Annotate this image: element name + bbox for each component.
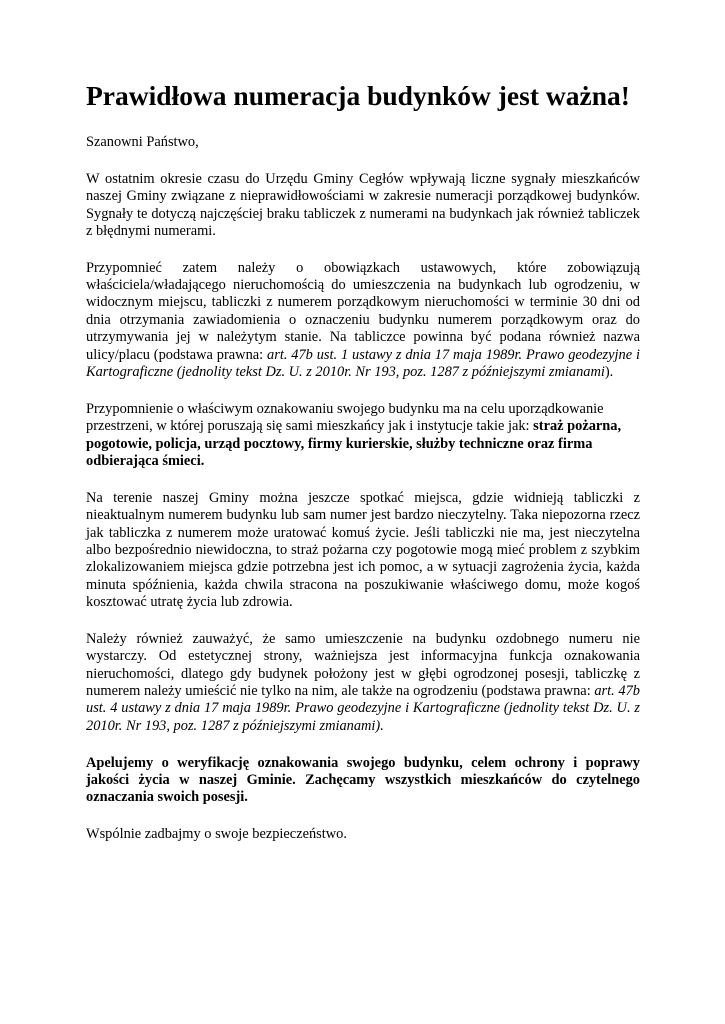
paragraph-fence-numbering-text: Należy również zauważyć, że samo umieszczenie na budynku ozdobnego numeru nie wystarczy. Od estetycznej strony, ważniejsza jest informacyjna funkcja oznakowania nieruchomości, dlatego gdy budynek położony jest w głębi ogrodzonej posesji, tabliczkę z numerem należy umieścić nie tylko na nim, ale także na ogrodzeniu (podstawa prawna:: [86, 630, 640, 700]
appeal-paragraph: Apelujemy o weryfikację oznakowania swojego budynku, celem ochrony i poprawy jakości życia w naszej Gminie. Zachęcamy wszystkich mieszkańców do czytelnego oznaczania swoich posesji.: [86, 754, 640, 806]
paragraph-intro: W ostatnim okresie czasu do Urzędu Gminy Cegłów wpływają liczne sygnały mieszkańców naszej Gminy związane z nieprawidłowościami w zakresie numeracji porządkowej budynków. Sygnały te dotyczą najczęściej braku tabliczek z numerami na budynkach jak również tabliczek z błędnymi numerami.: [86, 170, 640, 239]
greeting: Szanowni Państwo,: [86, 134, 199, 150]
paragraph-purpose-text: Przypomnienie o właściwym oznakowaniu swojego budynku ma na celu uporządkowanie przestrzeni, w której poruszają się sami mieszkańcy jak i instytucje takie jak:: [86, 400, 604, 435]
paragraph-obligations-end: ).: [604, 364, 614, 381]
paragraph-obligations-text: Przypomnieć zatem należy o obowiązkach ustawowych, które zobowiązują właściciela/władającego nieruchomością do umieszczenia na budynkach lub ogrodzeniu, w widocznym miejscu, tabliczki z numerem porządkowym nieruchomości w terminie 30 dni od dnia otrzymania zawiadomienia o oznaczeniu budynku numerem porządkowym oraz do utrzymywania jej w należytym stanie. Na tabliczce powinna być podana również nazwa ulicy/placu (podstawa prawna:: [86, 259, 640, 363]
paragraph-purpose: [86, 401, 640, 471]
paragraph-emergency: Na terenie naszej Gminy można jeszcze spotkać miejsca, gdzie widnieją tabliczki z nieaktualnym numerem budynku lub sam numer jest bardzo nieczytelny. Taka niepozorna rzecz jak tabliczka z numerem może uratować komuś życie. Jeśli tabliczki nie ma, jest nieczytelna albo bezpośrednio niewidoczna, to straż pożarna czy pogotowie mogą mieć problem z szybkim zlokalizowaniem miejsca gdzie potrzebna jest ich pomoc, a w sytuacji zagrożenia życia, każda minuta spóźnienia, każda chwila stracona na poszukiwanie właściwego domu, może kogoś kosztować utratę życia lub zdrowia.: [86, 489, 640, 611]
document-title: Prawidłowa numeracja budynków jest ważna!: [86, 80, 630, 111]
institutions-list: straż pożarna, pogotowie, policja, urząd pocztowy, firmy kurierskie, służby techniczne oraz firma odbierająca śmieci.: [86, 418, 622, 469]
closing-line: Wspólnie zadbajmy o swoje bezpieczeństwo.: [86, 826, 347, 843]
paragraph-obligations: [86, 260, 640, 382]
paragraph-fence-numbering: [86, 631, 640, 735]
legal-citation-art-47b-ust-1: art. 47b ust. 1 ustawy z dnia 17 maja 1989r. Prawo geodezyjne i Kartograficzne (jednolity tekst Dz. U. z 2010r. Nr 193, poz. 1287 z późniejszymi zmianami: [86, 346, 640, 381]
legal-citation-art-47b-ust-4: art. 47b ust. 4 ustawy z dnia 17 maja 1989r. Prawo geodezyjne i Kartograficzne (jednolity tekst Dz. U. z 2010r. Nr 193, poz. 1287 z późniejszymi zmianami).: [86, 683, 641, 734]
document-page: [86, 78, 640, 863]
